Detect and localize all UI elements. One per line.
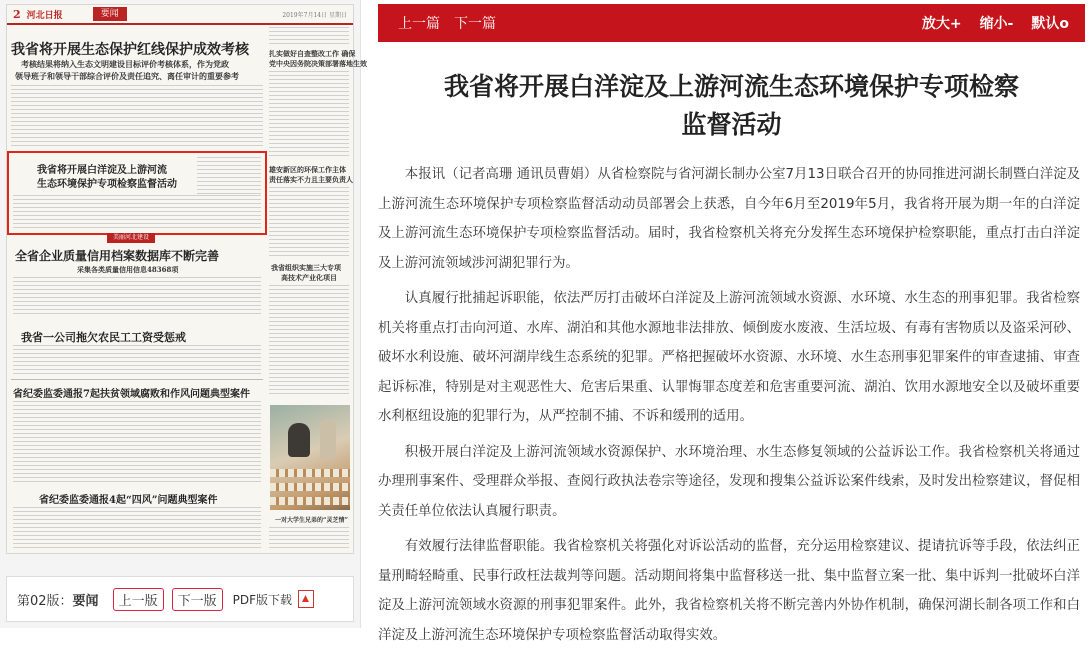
thumb-headline-6[interactable]: 省纪委监委通报4起“四风”问题典型案件 — [39, 495, 218, 506]
thumb-side-headline: 扎实做好自查整改工作 确保 — [269, 49, 356, 58]
thumb-divider — [11, 379, 263, 380]
thumb-text-block — [11, 85, 263, 147]
thumb-side-headline: 党中央因务院决策部署落地生效 — [269, 59, 367, 68]
article-title-line-1: 我省将开展白洋淀及上游河流生态环境保护专项检察 — [443, 72, 1019, 101]
thumb-text-block — [13, 401, 261, 483]
thumb-side-headline: 我省组织实施三大专项 — [271, 263, 341, 272]
zoom-in-button[interactable]: 放大+ — [921, 16, 962, 32]
thumb-headline-5[interactable]: 省纪委监委通报7起扶贫领域腐败和作风问题典型案件 — [13, 389, 250, 400]
thumb-text-block — [269, 71, 349, 159]
page-label: 第02版： — [17, 593, 73, 609]
thumb-headline-1[interactable]: 我省将开展生态保护红线保护成效考核 — [11, 42, 249, 58]
thumb-headline-highlight-2[interactable]: 生态环境保护专项检察监督活动 — [37, 179, 177, 190]
default-size-button[interactable]: 默认o — [1031, 16, 1069, 32]
left-panel — [0, 0, 367, 628]
article-paragraph: 本报讯（记者高珊 通讯员曹娟）从省检察院与省河湖长制办公室7月13日联合召开的协同推进河湖长制暨白洋淀及上游河流生态环境保护专项检察监督活动动员部署会上获悉，自今年6月至2019年5月，我省将开展为期一年的白洋淀及上游河流生态环境保护专项检察监督活动。届时，我省检察机关将充分发挥生态环境保护检察职能，重点打击白洋淀及上游河流领域涉河湖犯罪行为。 — [378, 167, 1080, 271]
font-size-controls — [922, 13, 1085, 33]
article-paragraph: 有效履行法律监督职能。我省检察机关将强化对诉讼活动的监督，充分运用检察建议、提请抗诉等手段，依法纠正量刑畸轻畸重、民事行政枉法裁判等问题。活动期间将集中监督移送一批、集中监督立案一批、集中诉判一批破坏白洋淀及上游河流领域水资源的刑事犯罪案件。此外，我省检察机关将不断完善内外协作机制，确保河湖长制各项工作和白洋淀及上游河流生态环境保护专项检察监督活动取得实效。 — [378, 539, 1080, 643]
article-paragraph: 认真履行批捕起诉职能，依法严厉打击破坏白洋淀及上游河流领域水资源、水环境、水生态的刑事犯罪。我省检察机关将重点打击向河道、水库、湖泊和其他水源地非法排放、倾倒废水废液、生活垃圾、有毒有害物质以及盗采河砂、破坏水利设施、破坏河湖岸线生态系统的犯罪。严格把握破坏水资源、水环境、水生态刑事犯罪案件的审查逮捕、审查起诉标准，特别是对主观恶性大、危害后果重、认罪悔罪态度差和危害重要河流、湖泊、饮用水源地安全以及破坏重要水利枢纽设施的犯罪行为，从严控制不捕、不诉和缓刑的适用。 — [378, 291, 1080, 424]
thumb-text-block — [13, 277, 261, 317]
thumb-headline-4[interactable]: 我省一公司拖欠农民工工资受惩戒 — [21, 331, 186, 344]
thumb-photo-caption: 一对大学生兄弟的“灵芝情” — [275, 517, 348, 524]
next-page-button[interactable]: 下一版 — [172, 588, 223, 611]
article-title-line-2: 监督活动 — [681, 110, 782, 139]
thumb-tag: 美丽河北建设 — [107, 233, 155, 243]
next-article-link[interactable]: 下一篇 — [454, 16, 496, 32]
thumb-photo — [270, 405, 350, 510]
pdf-download-link[interactable]: PDF版下载 — [232, 592, 292, 607]
article-paragraph: 积极开展白洋淀及上游河流领域水资源保护、水环境治理、水生态修复领域的公益诉讼工作。我省检察机关将通过办理刑事案件、受理群众举报、查阅行政执法卷宗等途径，发现和搜集公益诉讼案件线索，及时发出检察建议，督促相关责任单位依法认真履行职责。 — [378, 444, 1080, 519]
article-title — [378, 68, 1085, 144]
page-section-name: 要闻 — [72, 593, 99, 609]
thumb-text-block — [269, 27, 349, 45]
prev-page-button[interactable]: 上一版 — [113, 588, 164, 611]
thumb-side-headline: 责任落实不力且主要负责人 — [269, 175, 353, 184]
thumb-text-block — [13, 345, 261, 375]
thumb-text-block — [269, 527, 349, 549]
article-toolbar — [378, 4, 1085, 42]
newspaper-page-thumbnail[interactable] — [6, 4, 367, 554]
page-navigation-bar — [6, 576, 354, 622]
thumb-text-block — [269, 187, 349, 257]
pdf-icon[interactable] — [298, 590, 314, 608]
thumb-subhead-2: 领导班子和领导干部综合评价及责任追究、离任审计的重要参考 — [15, 71, 239, 81]
thumb-page-number: 2 — [13, 7, 21, 21]
article-body — [378, 160, 1080, 656]
thumb-headline-3[interactable]: 全省企业质量信用档案数据库不断完善 — [15, 249, 220, 263]
thumb-text-block — [13, 507, 261, 549]
thumb-masthead — [7, 5, 353, 25]
current-article-highlight[interactable] — [7, 151, 267, 235]
thumb-text-block — [269, 285, 349, 397]
prev-article-link[interactable]: 上一篇 — [398, 16, 440, 32]
thumb-side-headline: 高技术产业化项目 — [281, 273, 337, 282]
thumb-section-label: 要闻 — [93, 7, 127, 21]
thumb-date: 2019年7月14日 星期日 — [282, 11, 347, 19]
zoom-out-button[interactable]: 缩小- — [979, 16, 1014, 32]
thumb-headline-highlight-1[interactable]: 我省将开展白洋淀及上游河流 — [37, 165, 167, 176]
thumb-subhead-1: 考核结果将纳入生态文明建设目标评价考核体系，作为党政 — [21, 59, 229, 69]
thumb-side-headline: 雄安新区的环保工作主体 — [269, 165, 346, 174]
thumb-newspaper-logo: 河北日报 — [26, 10, 63, 21]
thumb-subhead-3: 采集各类质量信用信息48368项 — [77, 265, 179, 274]
